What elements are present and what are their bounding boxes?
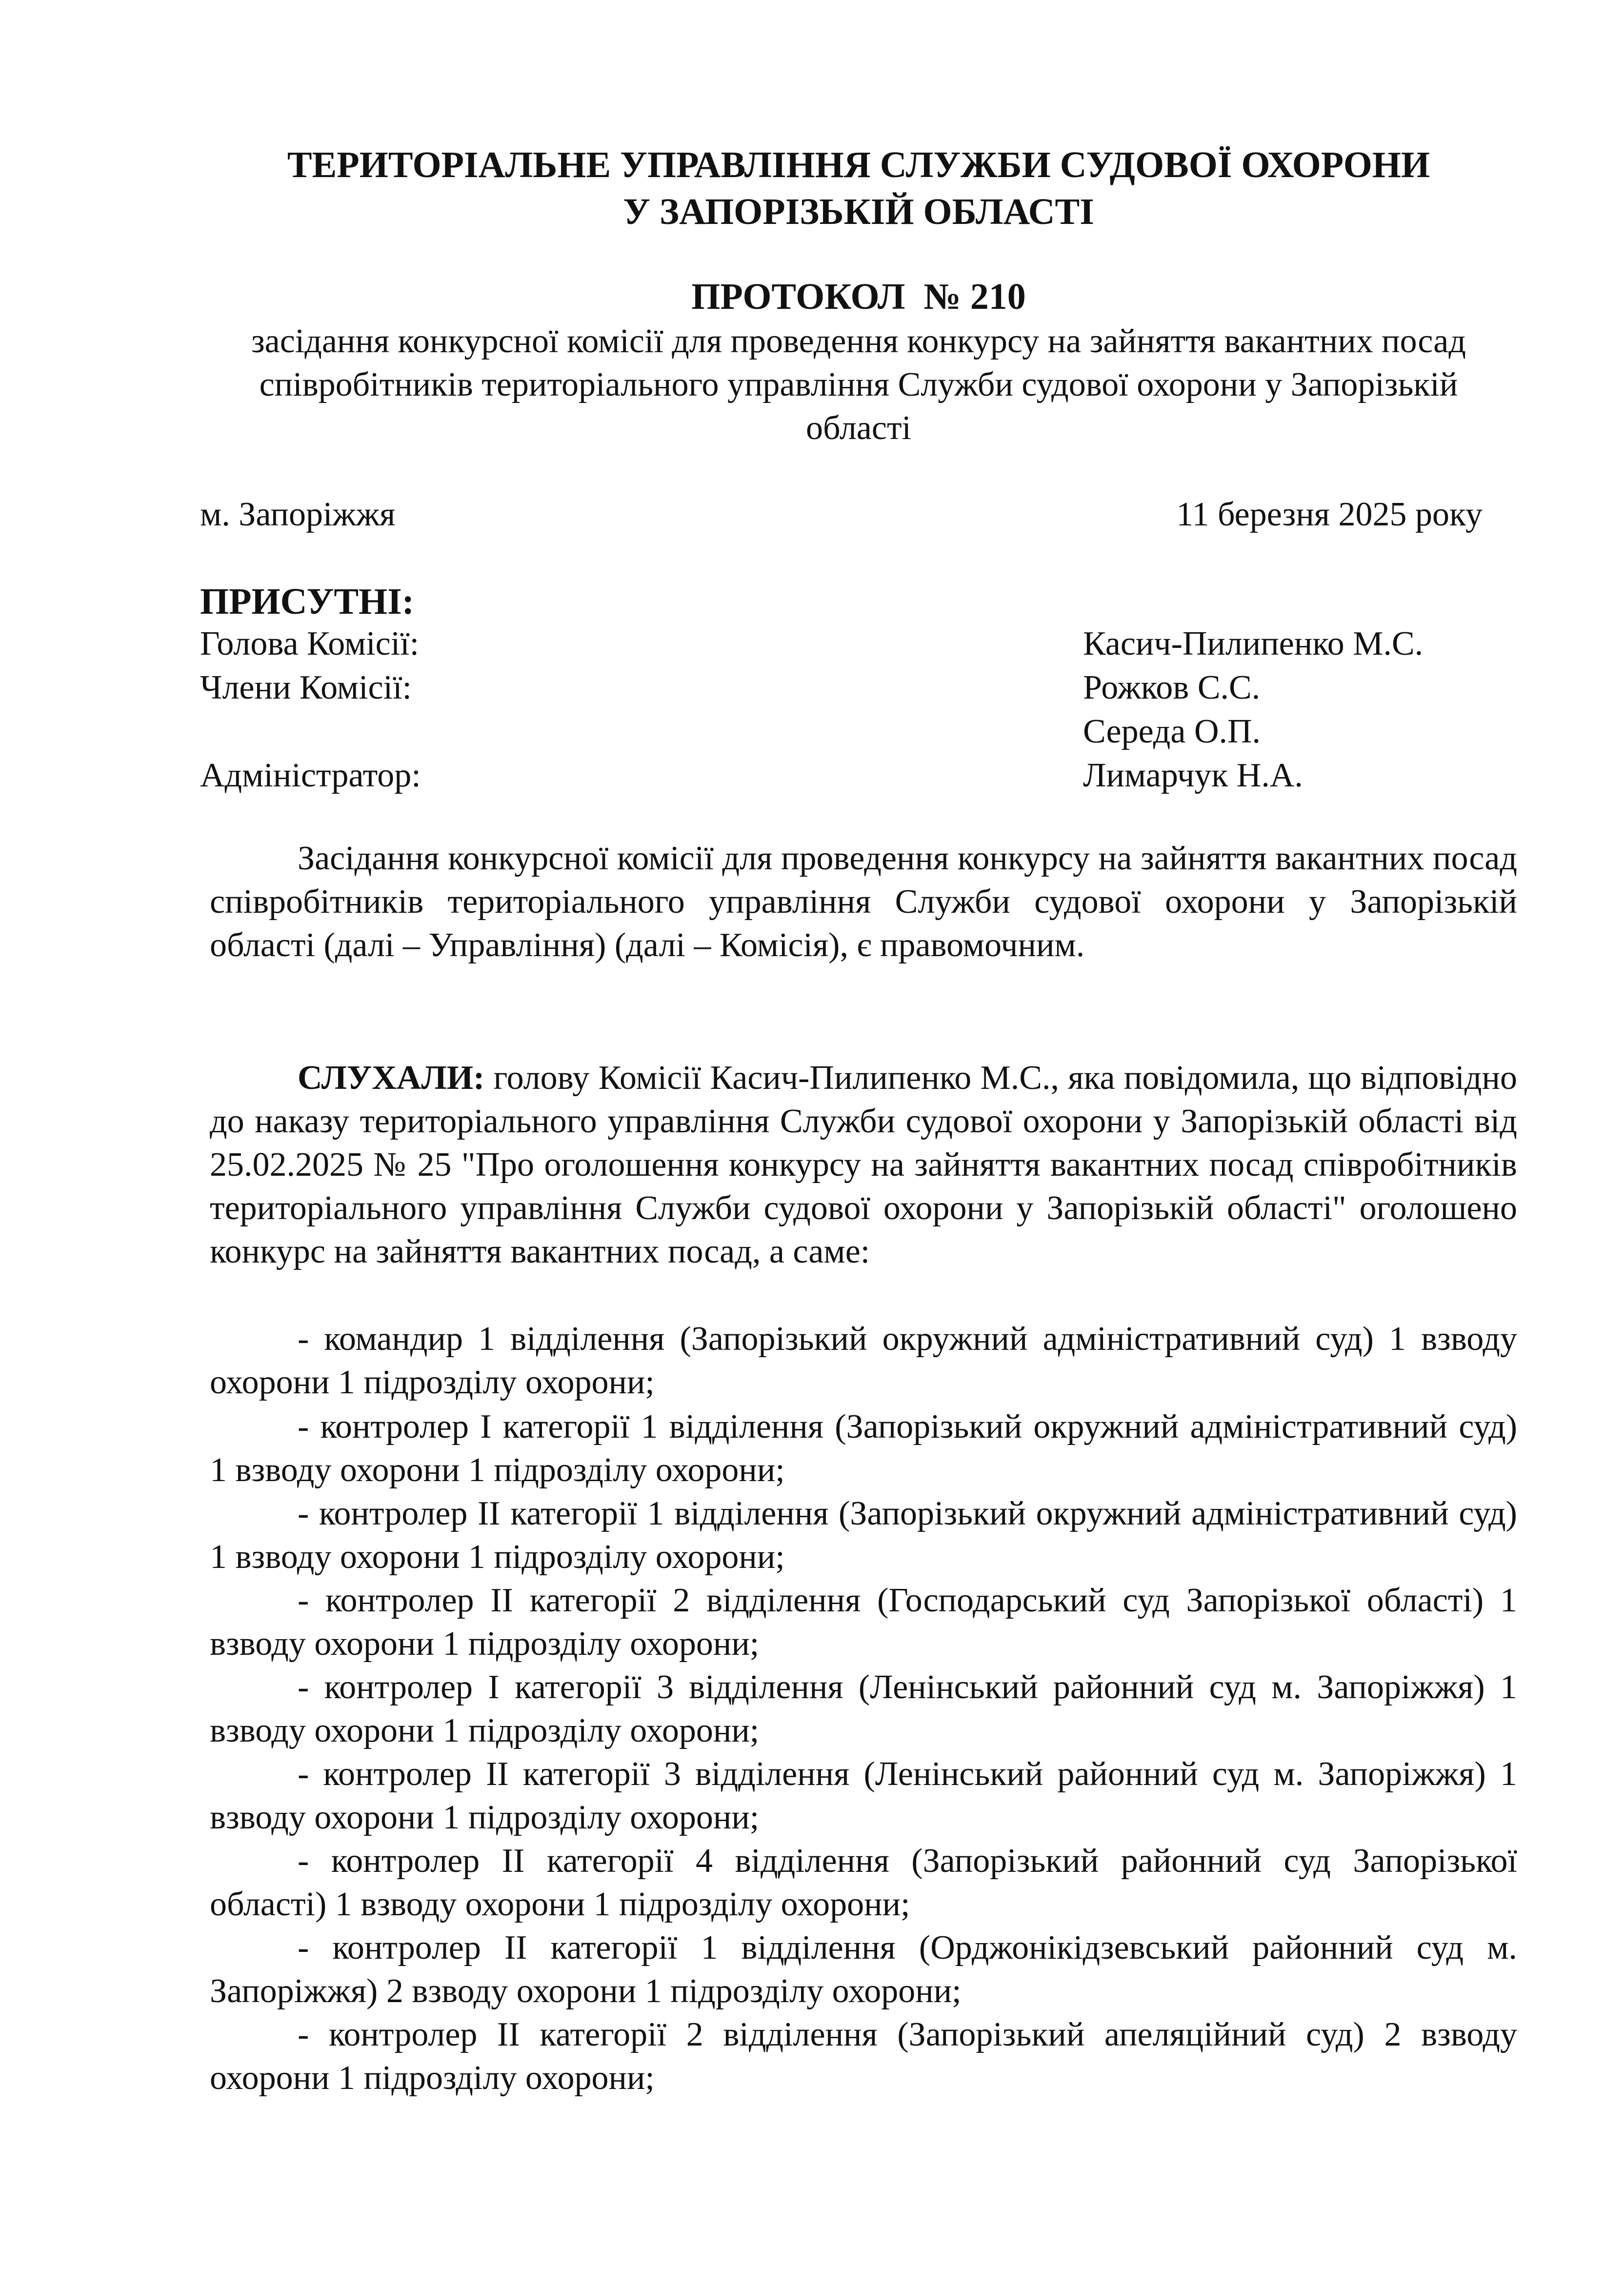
position-list-item: - контролер ІІ категорії 4 відділення (Запорізький районний суд Запорізької області) 1 взводу охорони 1 підрозділу охорони; — [210, 1842, 1517, 1923]
attendee-name: Лимарчук Н.А. — [1083, 757, 1303, 794]
attendee-name: Середа О.П. — [1083, 713, 1261, 750]
heard-text: голову Комісії Касич-Пилипенко М.С., яка повідомила, що відповідно до наказу територіального управління Служби судової охорони у Запорізькій області від 25.02.2025 № 25 "Про оголошення конкурсу на зайняття вакантних посад співробітників територіального управління Служби судової охорони у Запорізькій області" оголошено конкурс на зайняття вакантних посад, а саме: — [210, 1059, 1517, 1270]
present-title: ПРИСУТНІ: — [200, 581, 415, 622]
position-list-item: - контролер ІІ категорії 1 відділення (Запорізький окружний адміністративний суд) 1 взводу охорони 1 підрозділу охорони; — [210, 1495, 1517, 1576]
attendee-role: Члени Комісії: — [200, 669, 412, 706]
org-heading-line1: ТЕРИТОРІАЛЬНЕ УПРАВЛІННЯ СЛУЖБИ СУДОВОЇ ОХОРОНИ — [287, 144, 1430, 185]
attendee-name: Рожков С.С. — [1083, 669, 1261, 706]
position-list-item: - контролер І категорії 3 відділення (Ленінський районний суд м. Запоріжжя) 1 взводу охорони 1 підрозділу охорони; — [210, 1668, 1517, 1749]
position-list-item: - контролер І категорії 1 відділення (Запорізький окружний адміністративний суд) 1 взводу охорони 1 підрозділу охорони; — [210, 1408, 1517, 1489]
attendee-row — [200, 622, 1517, 666]
heard-label: СЛУХАЛИ: — [298, 1059, 485, 1097]
attendee-row — [200, 754, 1517, 798]
heard-paragraph — [210, 1056, 1517, 1273]
attendee-row — [200, 666, 1517, 710]
attendee-role: Голова Комісії: — [200, 625, 420, 662]
attendee-name: Касич-Пилипенко М.С. — [1083, 625, 1424, 662]
position-list-item: - контролер ІІ категорії 1 відділення (Орджонікідзевський районний суд м. Запоріжжя) 2 взводу охорони 1 підрозділу охорони; — [210, 1929, 1517, 2010]
org-heading — [185, 141, 1532, 235]
position-list-item: - контролер ІІ категорії 2 відділення (Господарський суд Запорізької області) 1 взводу охорони 1 підрозділу охорони; — [210, 1582, 1517, 1663]
attendees-list — [200, 622, 1517, 798]
org-heading-line2: У ЗАПОРІЗЬКІЙ ОБЛАСТІ — [623, 191, 1094, 232]
position-list-item: - контролер ІІ категорії 2 відділення (Запорізький апеляційний суд) 2 взводу охорони 1 підрозділу охорони; — [210, 2016, 1517, 2097]
protocol-subtitle: засідання конкурсної комісії для проведення конкурсу на зайняття вакантних посад співробітників територіального управління Служби судової охорони у Запорізькій області — [251, 322, 1466, 447]
position-list-item: - контролер ІІ категорії 3 відділення (Ленінський районний суд м. Запоріжжя) 1 взводу охорони 1 підрозділу охорони; — [210, 1755, 1517, 1836]
protocol-title: ПРОТОКОЛ № 210 — [691, 276, 1026, 317]
meeting-place: м. Запоріжжя — [200, 496, 396, 533]
attendee-row — [200, 710, 1517, 754]
position-list-item: - командир 1 відділення (Запорізький окружний адміністративний суд) 1 взводу охорони 1 підрозділу охорони; — [210, 1320, 1517, 1401]
meeting-date: 11 березня 2025 року — [1176, 496, 1483, 533]
quorum-paragraph: Засідання конкурсної комісії для проведення конкурсу на зайняття вакантних посад співробітників територіального управління Служби судової охорони у Запорізькій області (далі – Управління) (далі – Комісія), є правомочним. — [210, 840, 1517, 964]
attendee-role: Адміністратор: — [200, 757, 421, 794]
